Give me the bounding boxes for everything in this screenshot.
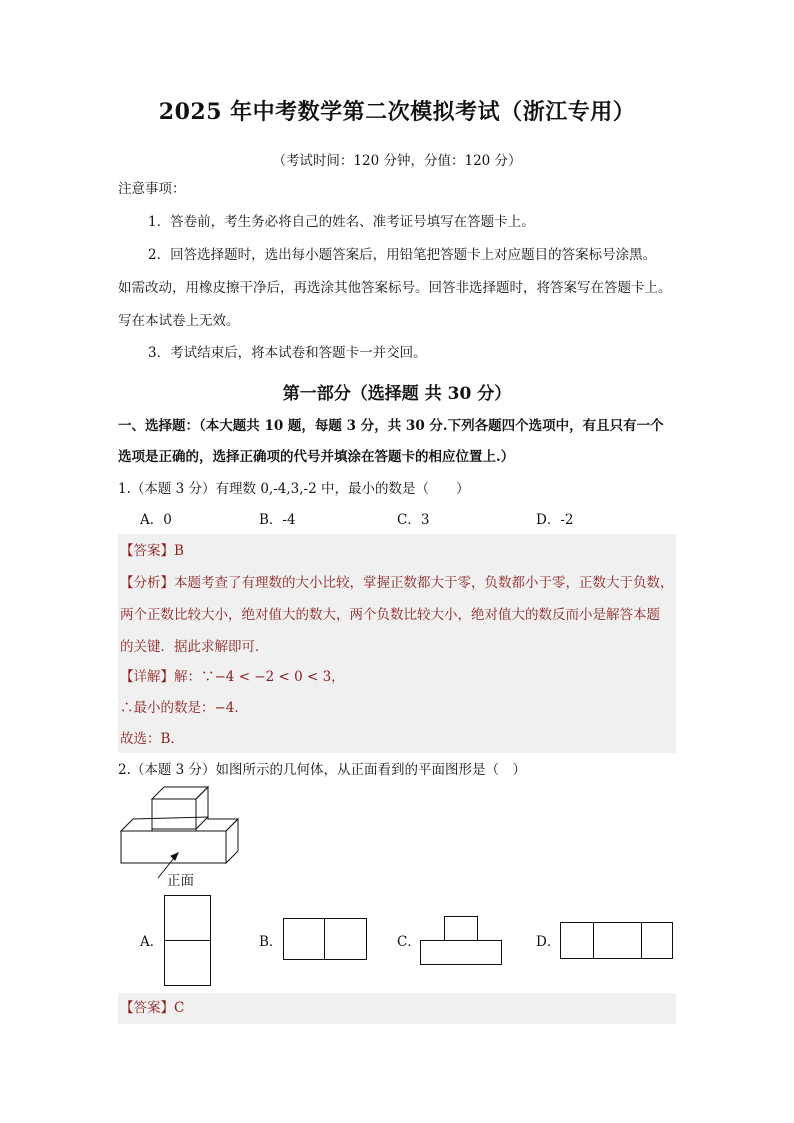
q1-option-d: D．-2 bbox=[536, 512, 574, 528]
q2-answer: C bbox=[174, 1000, 185, 1016]
q1-detail-line3: 故选：B． bbox=[120, 731, 184, 747]
q2-option-d-figure bbox=[560, 922, 675, 960]
note-item-2-line1: 2．回答选择题时，选出每小题答案后，用铅笔把答题卡上对应题目的答案标号涂黑。 bbox=[148, 247, 657, 263]
notes-heading: 注意事项： bbox=[118, 181, 186, 197]
q2-front-label: 正面 bbox=[167, 873, 194, 889]
note-item-2-line2: 如需改动，用橡皮擦干净后，再选涂其他答案标号。回答非选择题时，将答案写在答题卡上。 bbox=[118, 280, 672, 296]
q1-analysis-tag: 【分析】 bbox=[120, 575, 174, 591]
q1-solution-box bbox=[118, 534, 676, 753]
exam-duration: （考试时间：120 分钟，分值：120 分） bbox=[272, 153, 522, 169]
q1-detail-line1 bbox=[120, 668, 345, 686]
q1-option-b: B．-4 bbox=[259, 512, 296, 528]
q1-detail-text1: 解：∵−4 < −2 < 0 < 3， bbox=[174, 669, 345, 685]
q2-option-b-label: B． bbox=[259, 934, 283, 950]
q1-analysis-line1 bbox=[120, 574, 674, 592]
q2-stem: 2.（本题 3 分）如图所示的几何体，从正面看到的平面图形是（ ） bbox=[118, 762, 527, 778]
q2-option-d-label: D． bbox=[536, 934, 561, 950]
note-item-1: 1．答卷前，考生务必将自己的姓名、准考证号填写在答题卡上。 bbox=[148, 214, 535, 230]
q2-option-a-label: A． bbox=[140, 934, 164, 950]
q1-analysis-text1: 本题考查了有理数的大小比较，掌握正数都大于零，负数都小于零，正数大于负数， bbox=[174, 575, 674, 591]
q2-answer-tag: 【答案】 bbox=[120, 1000, 174, 1016]
section-instruction-line1 bbox=[118, 417, 664, 435]
note-item-2-line3: 写在本试卷上无效。 bbox=[118, 313, 240, 329]
q1-analysis-line3: 的关键．据此求解即可． bbox=[120, 639, 269, 655]
section-instruction-text: （本大题共 10 题，每题 3 分，共 30 分.下列各题四个选项中，有且只有一个 bbox=[199, 418, 664, 434]
q1-answer: B bbox=[174, 543, 184, 559]
section-title: 第一部分（选择题 共 30 分） bbox=[282, 384, 512, 404]
q1-stem: 1.（本题 3 分）有理数 0,-4,3,-2 中，最小的数是（ ） bbox=[118, 481, 470, 497]
q1-detail-tag: 【详解】 bbox=[120, 669, 174, 685]
q2-option-c-figure bbox=[420, 916, 503, 966]
q2-option-b-figure bbox=[283, 918, 368, 961]
q1-answer-line bbox=[120, 542, 184, 560]
q2-answer-line bbox=[120, 999, 184, 1017]
note-item-3: 3．考试结束后，将本试卷和答题卡一并交回。 bbox=[148, 345, 427, 361]
q1-analysis-line2: 两个正数比较大小，绝对值大的数大，两个负数比较大小，绝对值大的数反而小是解答本题 bbox=[120, 607, 660, 623]
section-instruction-prefix: 一、选择题： bbox=[118, 418, 199, 434]
q2-option-a-figure bbox=[164, 895, 212, 987]
q1-option-c: C．3 bbox=[397, 512, 430, 528]
page-title: 2025 年中考数学第二次模拟考试（浙江专用） bbox=[158, 99, 636, 125]
section-instruction-line2: 选项是正确的，选择正确项的代号并填涂在答题卡的相应位置上.） bbox=[118, 449, 515, 465]
q1-answer-tag: 【答案】 bbox=[120, 543, 174, 559]
q2-option-c-label: C． bbox=[397, 934, 421, 950]
q2-solution-box bbox=[118, 993, 676, 1024]
q1-detail-line2: ∴最小的数是：−4． bbox=[120, 700, 248, 716]
q1-option-a: A．0 bbox=[140, 512, 172, 528]
